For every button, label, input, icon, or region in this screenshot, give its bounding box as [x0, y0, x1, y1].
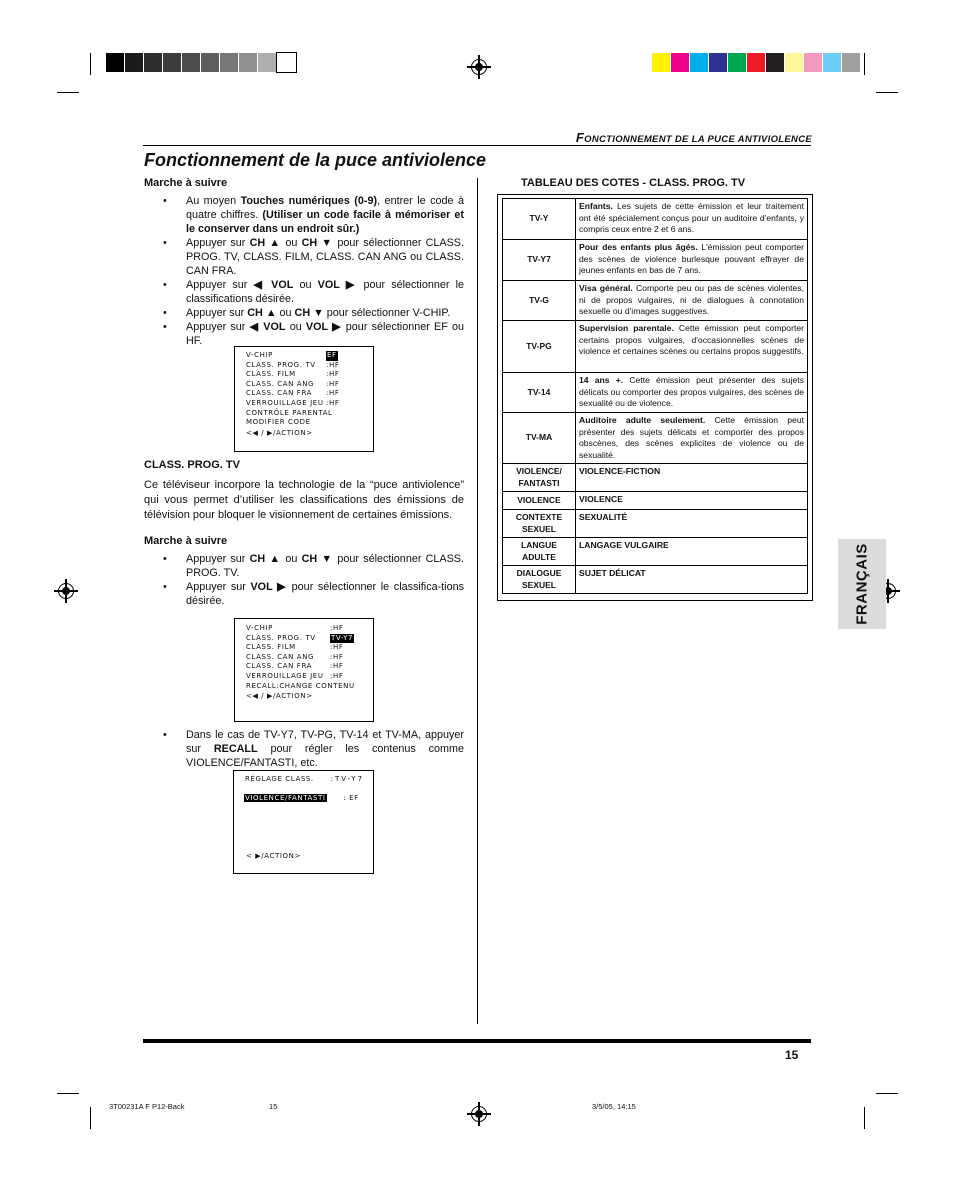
osd-row: [246, 682, 354, 692]
crop-mark: [90, 1107, 91, 1129]
running-header: FONCTIONNEMENT DE LA PUCE ANTIVIOLENCE: [575, 130, 812, 145]
step-text: pour sélectionner V-CHIP.: [323, 307, 451, 319]
calibration-swatch: [747, 53, 766, 72]
rating-row: [503, 413, 808, 464]
rating-code: TV-14: [503, 373, 576, 413]
rating-text: Cette émission peut comporter certains propos vulgaires, d'occasionnelles scènes de violence et certaines scènes ou certains propos suggestifs.: [579, 323, 804, 356]
calibration-swatch: [201, 53, 220, 72]
step-key: RECALL: [213, 743, 258, 755]
osd-value: :HF: [330, 671, 344, 680]
crop-mark: [864, 53, 865, 75]
section-title: Marche à suivre: [144, 535, 228, 547]
osd-value: :HF: [330, 643, 344, 652]
calibration-swatch: [671, 53, 690, 72]
osd-value: EF: [327, 351, 337, 359]
osd-row: [246, 361, 339, 371]
osd-row: [246, 643, 354, 653]
steps-list-3: [144, 728, 464, 770]
step-text: pour sélectionner le classifications désirée.: [186, 279, 464, 305]
crop-mark: [90, 53, 91, 75]
osd-row: [246, 380, 339, 390]
left-column-middle: [144, 458, 464, 608]
step-key: CH ▼: [301, 553, 334, 565]
registration-mark-icon: [471, 59, 487, 75]
page-title: Fonctionnement de la puce antiviolence: [144, 150, 487, 170]
osd-label: CLASS. PROG. TV: [246, 360, 316, 369]
content-row: [503, 510, 808, 538]
osd-label: MODIFIER CODE: [246, 418, 311, 427]
rating-text: L'émission peut comporter des scènes de violence burlesque pouvant effrayer de jeunes enfants en bas de 7 ans.: [579, 242, 804, 275]
osd-highlight: VIOLENCE/FANTASTI: [245, 794, 326, 802]
osd-row: [246, 418, 339, 428]
step-key: VOL ▶: [305, 321, 342, 333]
content-code: VIOLENCE/ FANTASTI: [503, 464, 576, 492]
step-item: [144, 194, 464, 236]
calibration-swatch: [125, 53, 144, 72]
osd-value: : EF: [343, 794, 359, 802]
osd-row: [246, 370, 339, 380]
rating-row: [503, 199, 808, 240]
osd-menu-vchip: [234, 346, 374, 452]
osd-value: TV-Y7: [331, 633, 354, 642]
osd-value: :TV-Y7: [330, 775, 365, 783]
calibration-swatch: [163, 53, 182, 72]
rating-code: TV-MA: [503, 413, 576, 464]
crop-mark: [57, 92, 79, 93]
rating-description: [576, 413, 808, 464]
page-number: 15: [785, 1048, 799, 1062]
header-rule: [143, 145, 811, 146]
content-code: VIOLENCE: [503, 492, 576, 510]
osd-menu-class-prog: [234, 618, 374, 722]
calibration-swatch: [766, 53, 785, 72]
osd-menu-reglage: [233, 770, 374, 874]
content-row: [503, 492, 808, 510]
calibration-swatch: [258, 53, 277, 72]
rating-code: TV-Y: [503, 199, 576, 240]
osd-value: :HF: [330, 624, 344, 632]
crop-mark: [876, 1093, 898, 1094]
calibration-swatch: [804, 53, 823, 72]
footer-page: 15: [269, 1102, 278, 1111]
step-key: CH ▲: [249, 553, 282, 565]
calibration-swatch: [277, 53, 296, 72]
crop-mark: [57, 1093, 79, 1094]
rating-code: TV-G: [503, 281, 576, 321]
step-key: CH ▲: [247, 307, 277, 319]
language-tab-label: FRANÇAIS: [853, 543, 871, 625]
table-title: TABLEAU DES COTES - CLASS. PROG. TV: [521, 177, 746, 189]
osd-row: [246, 409, 339, 419]
rating-code: TV-PG: [503, 321, 576, 373]
rating-text: Cette émission peut présenter des sujets délicats ou comporter des propos vulgaires, des scènes de sexualité ou de violence.: [579, 375, 804, 408]
step-text: , entrer le code à quatre chiffres.: [186, 195, 464, 221]
osd-row: [246, 399, 339, 409]
steps-list-1: [144, 194, 464, 348]
osd-value: :HF: [326, 398, 340, 407]
osd-label: CLASS. CAN FRA: [246, 389, 313, 398]
rating-heading: Auditoire adulte seulement.: [579, 415, 706, 425]
osd-value: :HF: [326, 379, 340, 388]
osd-value: :HF: [330, 662, 344, 671]
step-item: [144, 728, 464, 770]
rating-description: [576, 199, 808, 240]
calibration-swatch: [652, 53, 671, 72]
step-text: Appuyer sur: [186, 321, 250, 333]
rating-heading: 14 ans +.: [579, 375, 624, 385]
step-item: [144, 306, 464, 320]
calibration-swatch: [182, 53, 201, 72]
osd-label: CLASS. CAN ANG: [246, 379, 315, 388]
section-title: Marche à suivre: [144, 177, 228, 189]
step-item: [144, 552, 464, 580]
osd-label: VERROUILLAGE JEU: [246, 398, 324, 407]
content-label: VIOLENCE-FICTION: [576, 464, 808, 492]
rating-row: [503, 240, 808, 281]
osd-label: CLASS. CAN FRA: [246, 662, 313, 671]
calibration-swatch: [144, 53, 163, 72]
registration-mark-icon: [471, 1106, 487, 1122]
osd-footer: <◀ / ▶/ACTION>: [246, 428, 313, 437]
step-text: Appuyer sur: [186, 279, 254, 291]
step-key: ◀ VOL: [253, 279, 294, 291]
rating-description: [576, 281, 808, 321]
step-text: pour sélectionner CLASS. PROG. TV.: [186, 553, 465, 579]
calibration-swatch: [823, 53, 842, 72]
osd-row: [246, 662, 354, 672]
step-key: CH ▲: [249, 237, 282, 249]
content-row: [503, 538, 808, 566]
rating-description: [576, 373, 808, 413]
osd-row: [246, 634, 354, 644]
gray-calibration-bar: [106, 53, 296, 72]
rating-text: Comporte peu ou pas de scènes violentes, ni de propos vulgaires, ni de dialogues à connotation sexuelle ou d'images suggestives.: [579, 283, 805, 316]
language-tab: [838, 539, 886, 629]
calibration-swatch: [728, 53, 747, 72]
osd-row: [246, 653, 354, 663]
footer-file: 3T00231A F P12-Back: [109, 1102, 185, 1111]
step-text: Appuyer sur: [186, 237, 250, 249]
calibration-swatch: [220, 53, 239, 72]
osd-row: [246, 624, 354, 634]
step-text: Appuyer sur: [186, 581, 251, 593]
left-column-lower: [144, 724, 464, 770]
osd-label: VERROUILLAGE JEU: [246, 671, 324, 680]
step-text: ou: [276, 307, 295, 319]
osd-label: V-CHIP: [246, 351, 273, 359]
step-key: Touches numériques (0-9): [240, 195, 378, 207]
step-key: CH ▼: [301, 237, 334, 249]
osd-value: :HF: [326, 389, 340, 398]
step-key: (Utiliser un code facile à mémoriser et le conserver dans un endroit sûr.): [186, 209, 465, 235]
footer-date: 3/5/05, 14:15: [592, 1102, 636, 1111]
step-text: Au moyen: [186, 195, 241, 207]
osd-row: [246, 389, 339, 399]
footer-rule: [143, 1039, 811, 1043]
content-code: DIALOGUE SEXUEL: [503, 566, 576, 594]
crop-mark: [864, 1107, 865, 1129]
content-row: [503, 566, 808, 594]
step-text: ou: [281, 553, 302, 565]
calibration-swatch: [239, 53, 258, 72]
step-text: pour régler les contenus comme VIOLENCE/FANTASTI, etc.: [186, 743, 464, 769]
osd-label: CLASS. PROG. TV: [246, 633, 316, 642]
calibration-swatch: [106, 53, 125, 72]
ratings-table: [502, 198, 808, 594]
rating-heading: Visa général.: [579, 283, 633, 293]
rating-description: [576, 321, 808, 373]
step-text: ou: [285, 321, 306, 333]
step-text: Dans le cas de TV-Y7, TV-PG, TV-14 et TV-MA, appuyer sur: [186, 729, 464, 755]
calibration-swatch: [690, 53, 709, 72]
rating-row: [503, 373, 808, 413]
step-key: VOL ▶: [250, 581, 288, 593]
color-calibration-bar: [652, 53, 861, 72]
step-key: ◀ VOL: [249, 321, 286, 333]
osd-label: CONTRÔLE PARENTAL: [246, 408, 333, 417]
rating-text: Les sujets de cette émission et leur traitement ont été spécialement conçus pour un auditoire d'enfants, y compris ceux entre 2 et 6 ans.: [579, 201, 804, 234]
content-code: LANGUE ADULTE: [503, 538, 576, 566]
step-text: Appuyer sur: [186, 553, 250, 565]
osd-label: V-CHIP: [246, 624, 273, 632]
calibration-swatch: [709, 53, 728, 72]
content-label: SUJET DÉLICAT: [576, 566, 808, 594]
step-text: ou: [293, 279, 318, 291]
step-item: [144, 320, 464, 348]
rating-description: [576, 240, 808, 281]
section-title: CLASS. PROG. TV: [144, 459, 240, 471]
crop-mark: [876, 92, 898, 93]
rating-row: [503, 281, 808, 321]
osd-value: :HF: [326, 370, 340, 379]
osd-value: :HF: [326, 360, 340, 369]
step-text: Appuyer sur: [186, 307, 248, 319]
rating-heading: Pour des enfants plus âgés.: [579, 242, 698, 252]
content-label: VIOLENCE: [576, 492, 808, 510]
rating-code: TV-Y7: [503, 240, 576, 281]
intro-paragraph: Ce téléviseur incorpore la technologie de la “puce antiviolence” qui vous permet d’utiliser les classifications des émissions de télévision pour bloquer le visionnement de certaines émissions.: [144, 479, 464, 521]
osd-label: CLASS. CAN ANG: [246, 652, 315, 661]
steps-list-2: [144, 552, 464, 608]
osd-row: [246, 351, 339, 361]
step-text: ou: [281, 237, 302, 249]
content-code: CONTEXTE SEXUEL: [503, 510, 576, 538]
step-key: CH ▼: [294, 307, 324, 319]
left-column: [144, 176, 464, 348]
content-label: SEXUALITÉ: [576, 510, 808, 538]
osd-label: CLASS. FILM: [246, 643, 296, 652]
rating-text: Cette émission peut présenter des sujets délicats et comporter des propos obscènes, des scènes explicites de violence ou de sexualité.: [579, 415, 804, 460]
osd-footer: <◀ / ▶/ACTION>: [246, 692, 313, 701]
content-label: LANGAGE VULGAIRE: [576, 538, 808, 566]
osd-value: :HF: [330, 652, 344, 661]
calibration-swatch: [785, 53, 804, 72]
rating-heading: Enfants.: [579, 201, 613, 211]
step-text: pour sélectionner le classifica-tions désirée.: [186, 581, 464, 607]
step-text: pour sélectionner CLASS. PROG. TV, CLASS. FILM, CLASS. CAN ANG ou CLASS. CAN FRA.: [186, 237, 465, 277]
osd-label: RECALL:CHANGE CONTENU: [246, 681, 355, 690]
step-text: pour sélectionner EF ou HF.: [186, 321, 465, 347]
step-item: [144, 278, 464, 306]
osd-row: [246, 672, 354, 682]
step-item: [144, 580, 464, 608]
registration-mark-icon: [58, 583, 74, 599]
step-key: VOL ▶: [317, 279, 358, 291]
osd-label: RÉGLAGE CLASS.: [245, 775, 314, 783]
column-divider: [477, 178, 478, 1024]
calibration-swatch: [842, 53, 861, 72]
osd-label: CLASS. FILM: [246, 370, 296, 379]
content-row: [503, 464, 808, 492]
rating-heading: Supervision parentale.: [579, 323, 674, 333]
rating-row: [503, 321, 808, 373]
step-item: [144, 236, 464, 278]
osd-footer: < ▶/ACTION>: [246, 852, 301, 860]
